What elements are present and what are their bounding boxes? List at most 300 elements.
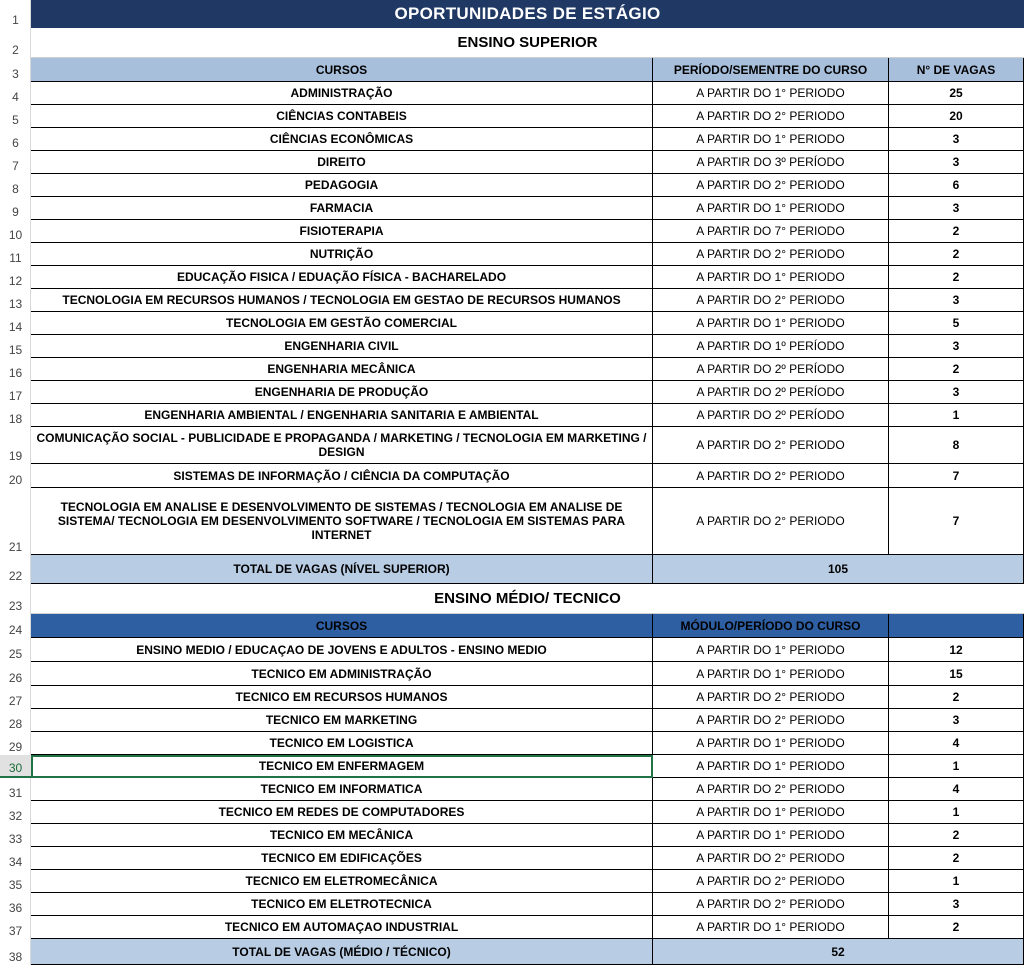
row-number[interactable]: 26 — [8, 671, 23, 685]
sheet-row — [0, 266, 1024, 289]
curso-cell-text: TECNICO EM ENFERMAGEM — [258, 759, 425, 773]
row-cells — [31, 128, 1024, 151]
row-cells — [31, 220, 1024, 243]
curso-cell[interactable] — [31, 638, 653, 662]
row-cells — [31, 464, 1024, 488]
sheet-row — [0, 220, 1024, 243]
periodo-cell-text: A PARTIR DO 1° PERIODO — [696, 759, 845, 773]
row-number[interactable]: 31 — [8, 786, 23, 800]
vagas-cell[interactable] — [889, 427, 1024, 464]
row-number[interactable]: 15 — [8, 343, 23, 357]
curso-cell[interactable] — [31, 778, 653, 801]
vagas-cell[interactable] — [889, 220, 1024, 243]
curso-cell-text: ENGENHARIA MECÂNICA — [267, 362, 416, 376]
sheet-row — [0, 614, 1024, 638]
vagas-cell-text: 6 — [952, 178, 960, 192]
row-cells — [31, 584, 1024, 614]
row-cells — [31, 488, 1024, 555]
vagas-cell-text: 25 — [949, 86, 963, 100]
curso-cell-text: TECNOLOGIA EM RECURSOS HUMANOS / TECNOLOGIA EM GESTAO DE RECURSOS HUMANOS — [62, 293, 621, 307]
vagas-cell[interactable] — [889, 801, 1024, 824]
row-cells — [31, 778, 1024, 801]
row-number[interactable]: 19 — [8, 449, 23, 463]
row-cells — [31, 893, 1024, 916]
periodo-cell-text: A PARTIR DO 2° PERIODO — [696, 690, 845, 704]
periodo-cell[interactable] — [653, 732, 889, 755]
curso-cell-text: ENGENHARIA CIVIL — [284, 339, 399, 353]
periodo-cell-text: A PARTIR DO 2° PERIODO — [696, 897, 845, 911]
row-number[interactable]: 16 — [8, 366, 23, 380]
curso-cell[interactable] — [31, 464, 653, 488]
row-cells — [31, 555, 1024, 584]
curso-cell-text: TECNOLOGIA EM GESTÃO COMERCIAL — [226, 316, 457, 330]
periodo-cell-text: A PARTIR DO 2° PERIODO — [696, 247, 845, 261]
row-cells — [31, 28, 1024, 58]
curso-cell-text: TECNICO EM MECÂNICA — [269, 828, 414, 842]
curso-cell-text: TECNOLOGIA EM ANALISE E DESENVOLVIMENTO DE SISTEMAS / TECNOLOGIA EM ANALISE DE SISTEMA/ TECNOLOGIA EM DESENVOLVIMENTO SOFTWARE / TECNOLOGIA EM SISTEMAS PARA INTERNET — [57, 500, 626, 542]
curso-cell-text: TECNICO EM ELETROMECÂNICA — [245, 874, 438, 888]
row-number[interactable]: 8 — [12, 182, 19, 196]
vagas-cell[interactable] — [889, 243, 1024, 266]
periodo-cell[interactable] — [653, 197, 889, 220]
vagas-cell-text: 3 — [952, 385, 960, 399]
periodo-cell-text: A PARTIR DO 2º PERÍODO — [696, 408, 845, 422]
vagas-cell[interactable] — [889, 638, 1024, 662]
periodo-cell-text: A PARTIR DO 2° PERIODO — [696, 713, 845, 727]
row-cells — [31, 335, 1024, 358]
periodo-cell-text: A PARTIR DO 1° PERIODO — [696, 666, 845, 681]
row-number[interactable]: 9 — [12, 205, 19, 219]
periodo-cell[interactable] — [653, 488, 889, 555]
sheet-row — [0, 939, 1024, 965]
row-number[interactable]: 14 — [8, 320, 23, 334]
header-vagas-medio[interactable] — [889, 614, 1024, 638]
sheet-row — [0, 488, 1024, 555]
periodo-cell-text: A PARTIR DO 1° PERIODO — [696, 201, 845, 215]
total-value-superior[interactable] — [653, 555, 1024, 584]
vagas-cell-text: 1 — [952, 874, 960, 888]
header-modulo[interactable] — [653, 614, 889, 638]
vagas-cell-text: 3 — [952, 201, 960, 215]
row-number[interactable]: 24 — [8, 623, 23, 637]
periodo-cell[interactable] — [653, 151, 889, 174]
vagas-cell[interactable] — [889, 335, 1024, 358]
row-cells — [31, 82, 1024, 105]
vagas-cell-text: 20 — [949, 109, 963, 123]
row-cells — [31, 755, 1024, 778]
curso-cell-text: NUTRIÇÃO — [309, 247, 374, 261]
vagas-cell[interactable] — [889, 824, 1024, 847]
periodo-cell[interactable] — [653, 266, 889, 289]
curso-cell[interactable] — [31, 427, 653, 464]
vagas-cell[interactable] — [889, 197, 1024, 220]
row-number[interactable]: 21 — [8, 540, 23, 554]
vagas-cell-text: 2 — [952, 920, 960, 934]
section-title-medio[interactable]: ENSINO MÉDIO/ TECNICO — [31, 584, 1024, 614]
curso-cell[interactable] — [31, 732, 653, 755]
periodo-cell-text: A PARTIR DO 3º PERÍODO — [696, 155, 845, 169]
periodo-cell-text: A PARTIR DO 2° PERIODO — [696, 851, 845, 865]
total-value-medio[interactable] — [653, 939, 1024, 965]
curso-cell[interactable] — [31, 686, 653, 709]
curso-cell-text: TECNICO EM LOGISTICA — [269, 736, 414, 750]
curso-cell[interactable] — [31, 870, 653, 893]
header-periodo-text: PERÍODO/SEMENTRE DO CURSO — [673, 62, 868, 77]
periodo-cell[interactable] — [653, 358, 889, 381]
sheet-row — [0, 335, 1024, 358]
sheet-row — [0, 381, 1024, 404]
curso-cell-text: TECNICO EM REDES DE COMPUTADORES — [218, 805, 465, 819]
row-cells — [31, 197, 1024, 220]
vagas-cell[interactable] — [889, 82, 1024, 105]
curso-cell[interactable] — [31, 893, 653, 916]
curso-cell-text: ENGENHARIA DE PRODUÇÃO — [254, 385, 429, 399]
vagas-cell-text: 2 — [952, 362, 960, 376]
vagas-cell-text: 1 — [952, 408, 960, 422]
periodo-cell[interactable] — [653, 312, 889, 335]
sheet-row — [0, 243, 1024, 266]
header-cursos-medio[interactable] — [31, 614, 653, 638]
row-cells — [31, 801, 1024, 824]
sheet-row — [0, 916, 1024, 939]
periodo-cell-text: A PARTIR DO 1° PERIODO — [696, 828, 845, 842]
header-vagas[interactable] — [889, 58, 1024, 82]
sheet-row — [0, 847, 1024, 870]
curso-cell[interactable] — [31, 220, 653, 243]
periodo-cell-text: A PARTIR DO 2º PERÍODO — [696, 385, 845, 399]
row-number[interactable]: 20 — [8, 473, 23, 487]
curso-cell[interactable] — [31, 105, 653, 128]
curso-cell[interactable] — [31, 289, 653, 312]
curso-cell-text: EDUCAÇÃO FISICA / EDUAÇÃO FÍSICA - BACHARELADO — [176, 270, 507, 284]
curso-cell[interactable] — [31, 358, 653, 381]
total-value-superior-text: 105 — [827, 562, 849, 576]
curso-cell-text: FARMACIA — [309, 201, 374, 215]
periodo-cell[interactable] — [653, 464, 889, 488]
periodo-cell-text: A PARTIR DO 1º PERÍODO — [696, 339, 845, 353]
vagas-cell-text: 2 — [952, 828, 960, 842]
periodo-cell-text: A PARTIR DO 1° PERIODO — [696, 642, 845, 657]
row-number[interactable]: 10 — [8, 228, 23, 242]
curso-cell[interactable] — [31, 488, 653, 555]
periodo-cell-text: A PARTIR DO 1° PERIODO — [696, 920, 845, 934]
curso-cell[interactable] — [31, 824, 653, 847]
vagas-cell-text: 3 — [952, 713, 960, 727]
vagas-cell-text: 2 — [952, 851, 960, 865]
row-cells — [31, 824, 1024, 847]
vagas-cell[interactable] — [889, 266, 1024, 289]
row-cells — [31, 662, 1024, 686]
sheet-row — [0, 0, 1024, 28]
row-number[interactable]: 25 — [8, 647, 23, 661]
row-number[interactable]: 2 — [12, 43, 19, 57]
row-number[interactable]: 7 — [12, 159, 19, 173]
vagas-cell[interactable] — [889, 128, 1024, 151]
header-cursos-text: CURSOS — [315, 62, 368, 77]
sheet-row — [0, 662, 1024, 686]
periodo-cell[interactable] — [653, 82, 889, 105]
periodo-cell-text: A PARTIR DO 1° PERIODO — [696, 316, 845, 330]
total-value-medio-text: 52 — [831, 944, 845, 959]
curso-cell[interactable] — [31, 662, 653, 686]
periodo-cell[interactable] — [653, 709, 889, 732]
curso-cell-text: SISTEMAS DE INFORMAÇÃO / CIÊNCIA DA COMPUTAÇÃO — [173, 468, 510, 483]
row-number[interactable]: 38 — [8, 950, 23, 964]
row-cells — [31, 243, 1024, 266]
periodo-cell[interactable] — [653, 427, 889, 464]
vagas-cell[interactable] — [889, 893, 1024, 916]
row-number[interactable]: 4 — [12, 90, 19, 104]
curso-cell[interactable] — [31, 266, 653, 289]
curso-cell-text: CIÊNCIAS ECONÔMICAS — [269, 132, 414, 146]
row-number[interactable]: 17 — [8, 389, 23, 403]
vagas-cell[interactable] — [889, 755, 1024, 778]
sheet-row — [0, 128, 1024, 151]
row-cells — [31, 709, 1024, 732]
row-number[interactable]: 29 — [8, 740, 23, 754]
curso-cell[interactable] — [31, 174, 653, 197]
curso-cell[interactable] — [31, 82, 653, 105]
periodo-cell-text: A PARTIR DO 2° PERIODO — [696, 514, 845, 528]
vagas-cell-text: 3 — [952, 293, 960, 307]
row-cells — [31, 151, 1024, 174]
sheet-row — [0, 82, 1024, 105]
curso-cell-text: FISIOTERAPIA — [299, 224, 384, 238]
periodo-cell[interactable] — [653, 128, 889, 151]
vagas-cell-text: 4 — [952, 782, 960, 796]
sheet-row — [0, 870, 1024, 893]
periodo-cell[interactable] — [653, 404, 889, 427]
row-number[interactable]: 34 — [8, 855, 23, 869]
row-cells — [31, 638, 1024, 662]
row-cells — [31, 916, 1024, 939]
vagas-cell[interactable] — [889, 289, 1024, 312]
row-number[interactable]: 11 — [9, 251, 22, 265]
sheet-row — [0, 464, 1024, 488]
curso-cell-text: TECNICO EM RECURSOS HUMANOS — [235, 690, 448, 704]
curso-cell[interactable] — [31, 755, 653, 778]
vagas-cell-text: 2 — [952, 224, 960, 238]
vagas-cell[interactable] — [889, 358, 1024, 381]
row-cells — [31, 105, 1024, 128]
total-label-superior[interactable] — [31, 555, 653, 584]
periodo-cell[interactable] — [653, 662, 889, 686]
row-number[interactable]: 30 — [0, 755, 31, 778]
curso-cell-text: COMUNICAÇÃO SOCIAL - PUBLICIDADE E PROPAGANDA / MARKETING / TECNOLOGIA EM MARKETING / DESIGN — [36, 431, 647, 459]
sheet-row — [0, 584, 1024, 614]
sheet-row — [0, 197, 1024, 220]
row-cells — [31, 266, 1024, 289]
sheet-row — [0, 174, 1024, 197]
curso-cell[interactable] — [31, 312, 653, 335]
vagas-cell-text: 3 — [952, 339, 960, 353]
row-cells — [31, 289, 1024, 312]
periodo-cell-text: A PARTIR DO 1° PERIODO — [696, 132, 845, 146]
periodo-cell-text: A PARTIR DO 2° PERIODO — [696, 438, 845, 452]
periodo-cell[interactable] — [653, 686, 889, 709]
periodo-cell[interactable] — [653, 778, 889, 801]
sheet-row — [0, 824, 1024, 847]
periodo-cell[interactable] — [653, 638, 889, 662]
curso-cell[interactable] — [31, 335, 653, 358]
vagas-cell-text: 2 — [952, 690, 960, 704]
row-cells — [31, 174, 1024, 197]
vagas-cell[interactable] — [889, 464, 1024, 488]
sheet-row — [0, 427, 1024, 464]
total-label-superior-text: TOTAL DE VAGAS (NÍVEL SUPERIOR) — [233, 562, 450, 576]
periodo-cell[interactable] — [653, 755, 889, 778]
header-cursos-medio-text: CURSOS — [315, 618, 368, 633]
sheet-row — [0, 289, 1024, 312]
curso-cell[interactable] — [31, 801, 653, 824]
vagas-cell-text: 8 — [952, 438, 960, 452]
sheet-title[interactable]: OPORTUNIDADES DE ESTÁGIO — [31, 0, 1024, 28]
vagas-cell[interactable] — [889, 488, 1024, 555]
curso-cell-text: TECNICO EM INFORMATICA — [260, 782, 423, 796]
periodo-cell[interactable] — [653, 220, 889, 243]
row-number[interactable]: 12 — [8, 274, 23, 288]
row-number[interactable]: 22 — [8, 569, 23, 583]
curso-cell-text: PEDAGOGIA — [304, 178, 379, 192]
vagas-cell[interactable] — [889, 870, 1024, 893]
row-number[interactable]: 33 — [8, 832, 23, 846]
periodo-cell-text: A PARTIR DO 1° PERIODO — [696, 736, 845, 750]
row-number[interactable]: 37 — [8, 924, 23, 938]
curso-cell[interactable] — [31, 128, 653, 151]
vagas-cell-text: 5 — [952, 316, 960, 330]
vagas-cell-text: 1 — [952, 805, 960, 819]
sheet-row — [0, 28, 1024, 58]
row-number[interactable]: 36 — [8, 901, 23, 915]
vagas-cell-text: 4 — [952, 736, 960, 750]
vagas-cell[interactable] — [889, 847, 1024, 870]
sheet-row — [0, 312, 1024, 335]
periodo-cell-text: A PARTIR DO 1° PERIODO — [696, 270, 845, 284]
curso-cell-text: ENGENHARIA AMBIENTAL / ENGENHARIA SANITARIA E AMBIENTAL — [144, 408, 539, 422]
row-number[interactable]: 3 — [12, 67, 19, 81]
periodo-cell[interactable] — [653, 243, 889, 266]
curso-cell[interactable] — [31, 151, 653, 174]
periodo-cell[interactable] — [653, 847, 889, 870]
periodo-cell-text: A PARTIR DO 7° PERIODO — [696, 224, 845, 238]
row-number[interactable]: 18 — [8, 412, 23, 426]
header-periodo[interactable] — [653, 58, 889, 82]
vagas-cell-text: 2 — [952, 247, 960, 261]
vagas-cell[interactable] — [889, 174, 1024, 197]
row-cells — [31, 939, 1024, 965]
row-cells — [31, 312, 1024, 335]
periodo-cell[interactable] — [653, 870, 889, 893]
periodo-cell[interactable] — [653, 335, 889, 358]
vagas-cell[interactable] — [889, 916, 1024, 939]
sheet-row — [0, 58, 1024, 82]
curso-cell[interactable] — [31, 709, 653, 732]
curso-cell[interactable] — [31, 243, 653, 266]
curso-cell[interactable] — [31, 381, 653, 404]
vagas-cell[interactable] — [889, 404, 1024, 427]
total-label-medio-text: TOTAL DE VAGAS (MÉDIO / TÉCNICO) — [232, 944, 451, 959]
section-title-superior[interactable]: ENSINO SUPERIOR — [31, 28, 1024, 58]
curso-cell-text: CIÊNCIAS CONTABEIS — [276, 109, 407, 123]
curso-cell[interactable] — [31, 197, 653, 220]
vagas-cell[interactable] — [889, 151, 1024, 174]
sheet-row — [0, 555, 1024, 584]
sheet-row — [0, 151, 1024, 174]
curso-cell-text: ADMINISTRAÇÃO — [290, 86, 393, 100]
periodo-cell[interactable] — [653, 105, 889, 128]
vagas-cell-text: 7 — [952, 468, 960, 483]
periodo-cell[interactable] — [653, 916, 889, 939]
vagas-cell[interactable] — [889, 381, 1024, 404]
periodo-cell-text: A PARTIR DO 2° PERIODO — [696, 178, 845, 192]
curso-cell-text: DIREITO — [317, 155, 366, 169]
periodo-cell-text: A PARTIR DO 1° PERIODO — [696, 86, 845, 100]
curso-cell[interactable] — [31, 847, 653, 870]
vagas-cell-text: 1 — [952, 759, 960, 773]
curso-cell-text: TECNICO EM AUTOMAÇAO INDUSTRIAL — [224, 920, 459, 934]
vagas-cell[interactable] — [889, 686, 1024, 709]
curso-cell-text: TECNICO EM MARKETING — [265, 713, 418, 727]
row-number[interactable]: 1 — [12, 13, 19, 27]
row-number[interactable]: 35 — [8, 878, 23, 892]
header-modulo-text: MÓDULO/PERÍODO DO CURSO — [680, 618, 861, 633]
periodo-cell-text: A PARTIR DO 1° PERIODO — [696, 805, 845, 819]
row-cells — [31, 427, 1024, 464]
periodo-cell[interactable] — [653, 801, 889, 824]
sheet-row — [0, 893, 1024, 916]
vagas-cell[interactable] — [889, 709, 1024, 732]
row-number[interactable]: 6 — [12, 136, 19, 150]
periodo-cell[interactable] — [653, 174, 889, 197]
curso-cell-text: TECNICO EM ADMINISTRAÇÃO — [251, 666, 432, 681]
periodo-cell[interactable] — [653, 824, 889, 847]
row-cells — [31, 870, 1024, 893]
periodo-cell-text: A PARTIR DO 2° PERIODO — [696, 782, 845, 796]
row-number[interactable]: 27 — [8, 694, 23, 708]
periodo-cell[interactable] — [653, 893, 889, 916]
sheet-row — [0, 732, 1024, 755]
row-cells — [31, 686, 1024, 709]
vagas-cell[interactable] — [889, 105, 1024, 128]
periodo-cell[interactable] — [653, 289, 889, 312]
sheet-row — [0, 686, 1024, 709]
vagas-cell[interactable] — [889, 778, 1024, 801]
periodo-cell[interactable] — [653, 381, 889, 404]
header-cursos[interactable] — [31, 58, 653, 82]
curso-cell[interactable] — [31, 916, 653, 939]
vagas-cell-text: 15 — [949, 666, 963, 681]
total-label-medio[interactable] — [31, 939, 653, 965]
row-number[interactable]: 28 — [8, 717, 23, 731]
row-number[interactable]: 5 — [12, 113, 19, 127]
row-cells — [31, 732, 1024, 755]
row-number[interactable]: 23 — [8, 599, 23, 613]
vagas-cell-text: 3 — [952, 155, 960, 169]
curso-cell[interactable] — [31, 404, 653, 427]
vagas-cell-text: 3 — [952, 897, 960, 911]
sheet-row — [0, 709, 1024, 732]
vagas-cell[interactable] — [889, 732, 1024, 755]
vagas-cell[interactable] — [889, 662, 1024, 686]
sheet-row — [0, 105, 1024, 128]
row-number[interactable]: 13 — [8, 297, 23, 311]
row-number[interactable]: 32 — [8, 809, 23, 823]
row-cells — [31, 614, 1024, 638]
periodo-cell-text: A PARTIR DO 2° PERIODO — [696, 109, 845, 123]
row-cells — [31, 0, 1024, 28]
vagas-cell[interactable] — [889, 312, 1024, 335]
row-cells — [31, 404, 1024, 427]
